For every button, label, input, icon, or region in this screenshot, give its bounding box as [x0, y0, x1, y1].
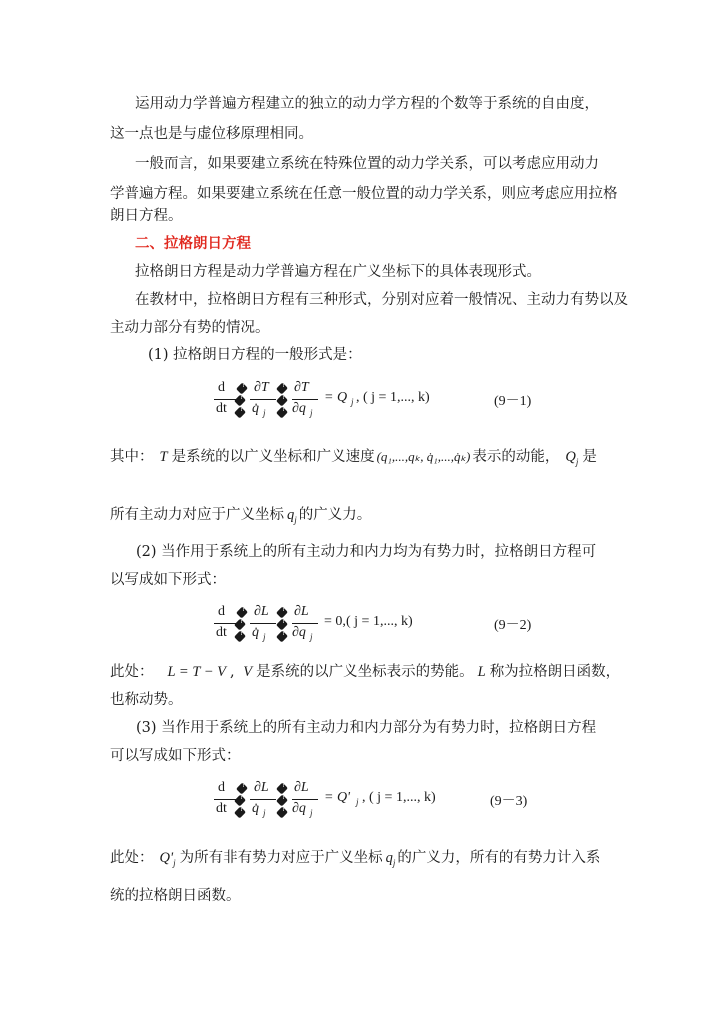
- eq-sub: j: [263, 408, 266, 418]
- eq-numerator: ∂L: [254, 604, 269, 619]
- text: 是系统的以广义坐标和广义速度: [171, 449, 375, 465]
- eq-denominator: ∂q: [292, 801, 306, 816]
- eq-sub: j: [351, 397, 354, 407]
- math-sub: j: [294, 514, 297, 525]
- fraction-bar: [250, 799, 276, 800]
- math-sub: j: [392, 857, 396, 868]
- math-Qprime: Q': [159, 850, 174, 866]
- garbled-glyph-icon: [234, 406, 246, 418]
- math-q: q: [385, 850, 393, 866]
- text: 称为拉格朗日函数，: [489, 664, 621, 680]
- eq-denominator: q̇: [252, 625, 259, 640]
- eq-dt: dt: [216, 625, 227, 640]
- garbled-glyph-icon: [276, 806, 288, 818]
- paragraph-line: 运用动力学普遍方程建立的独立的动力学方程的个数等于系统的自由度，: [135, 96, 599, 112]
- eq-d: d: [218, 780, 225, 795]
- fraction-bar: [214, 399, 236, 400]
- eq-label: (9－1): [494, 394, 532, 409]
- text: 此处：: [110, 850, 154, 866]
- eq-numerator: ∂L: [254, 780, 269, 795]
- equation-9-1: [214, 378, 544, 426]
- paragraph-line: 主动力部分有势的情况。: [110, 320, 270, 336]
- text: 的广义力，所有的有势力计入系: [397, 850, 601, 866]
- equation-9-3: [214, 778, 544, 826]
- paragraph-line: 朗日方程。: [110, 208, 183, 224]
- eq-condition: , ( j = 1,..., k): [362, 790, 436, 805]
- garbled-glyph-icon: [276, 406, 288, 418]
- fraction-bar: [250, 399, 276, 400]
- text: 的广义力。: [298, 507, 372, 523]
- math-sub: j: [575, 456, 579, 467]
- eq-label: (9－2): [494, 618, 532, 633]
- paragraph-line: 也称动势。: [110, 692, 183, 708]
- text: 是: [582, 449, 597, 465]
- eq-denominator: ∂q: [292, 401, 306, 416]
- text: 所有主动力对应于广义坐标: [110, 507, 284, 523]
- eq-sub: j: [263, 632, 266, 642]
- paragraph-line: 此处： L = T − V , V 是系统的以广义坐标表示的势能。 L 称为拉格朗日函数，: [110, 664, 621, 680]
- eq-rhs: = 0,: [324, 614, 346, 629]
- eq-d: d: [218, 604, 225, 619]
- paragraph-line: 一般而言，如果要建立系统在特殊位置的动力学关系，可以考虑应用动力: [135, 156, 599, 172]
- text: 其中：: [110, 449, 154, 465]
- eq-condition: , ( j = 1,..., k): [356, 390, 430, 405]
- list-item: (1) 拉格朗日方程的一般形式是：: [148, 347, 362, 363]
- eq-label: (9－3): [490, 794, 528, 809]
- eq-condition: ( j = 1,..., k): [346, 614, 413, 629]
- eq-numerator: ∂T: [254, 380, 269, 395]
- fraction-bar: [292, 623, 318, 624]
- eq-sub: j: [356, 797, 359, 807]
- eq-rhs: = Q: [324, 390, 348, 405]
- eq-sub: j: [263, 808, 266, 818]
- equation-9-2: [214, 602, 544, 650]
- eq-sub: j: [310, 632, 313, 642]
- list-item: (3) 当作用于系统上的所有主动力和内力部分为有势力时，拉格朗日方程: [136, 720, 597, 736]
- fraction-bar: [292, 799, 318, 800]
- garbled-glyph-icon: [276, 630, 288, 642]
- eq-sub: j: [310, 808, 313, 818]
- fraction-bar: [214, 623, 236, 624]
- fraction-bar: [250, 623, 276, 624]
- math-q: q: [287, 507, 295, 523]
- garbled-glyph-icon: [234, 806, 246, 818]
- eq-rhs: = Q': [324, 790, 351, 805]
- paragraph-line: [110, 848, 600, 873]
- fraction-bar: [214, 799, 236, 800]
- fraction-bar: [292, 399, 318, 400]
- eq-denominator: q̇: [252, 801, 259, 816]
- text: 是系统的以广义坐标表示的势能。: [256, 664, 474, 680]
- text: 表示的动能，: [472, 449, 560, 465]
- eq-sub: j: [310, 408, 313, 418]
- eq-numerator: ∂T: [294, 380, 309, 395]
- eq-dt: dt: [216, 801, 227, 816]
- math-coords: (q₁,...,qₖ, q̇₁,...,q̇ₖ): [376, 449, 471, 464]
- paragraph-line: 学普遍方程。如果要建立系统在任意一般位置的动力学关系，则应考虑应用拉格: [110, 186, 618, 202]
- paragraph-line: 在教材中，拉格朗日方程有三种形式，分别对应着一般情况、主动力有势以及: [135, 292, 628, 308]
- text: 此处：: [110, 664, 154, 680]
- eq-dt: dt: [216, 401, 227, 416]
- eq-numerator: ∂L: [294, 780, 309, 795]
- math-Q: Q: [565, 449, 576, 465]
- paragraph-line: 可以写成如下形式：: [110, 748, 241, 764]
- math-V: V: [243, 664, 253, 680]
- eq-numerator: ∂L: [294, 604, 309, 619]
- text: 为所有非有势力对应于广义坐标: [179, 850, 383, 866]
- paragraph-line: 拉格朗日方程是动力学普遍方程在广义坐标下的具体表现形式。: [135, 264, 541, 280]
- garbled-glyph-icon: [234, 630, 246, 642]
- math-LTV: L = T − V: [167, 664, 227, 680]
- eq-d: d: [218, 380, 225, 395]
- list-item: (2) 当作用于系统上的所有主动力和内力均为有势力时，拉格朗日方程可: [136, 544, 597, 560]
- eq-denominator: ∂q: [292, 625, 306, 640]
- paragraph-line: [110, 505, 371, 530]
- paragraph-line: 统的拉格朗日函数。: [110, 888, 241, 904]
- paragraph-line: 这一点也是与虚位移原理相同。: [110, 126, 313, 142]
- math-T: T: [159, 449, 168, 465]
- paragraph-line: [110, 447, 597, 472]
- math-L: L: [477, 664, 486, 680]
- math-sub: j: [173, 857, 176, 868]
- section-heading: 二、拉格朗日方程: [135, 236, 251, 252]
- paragraph-line: 以写成如下形式：: [110, 572, 226, 588]
- eq-denominator: q̇: [252, 401, 259, 416]
